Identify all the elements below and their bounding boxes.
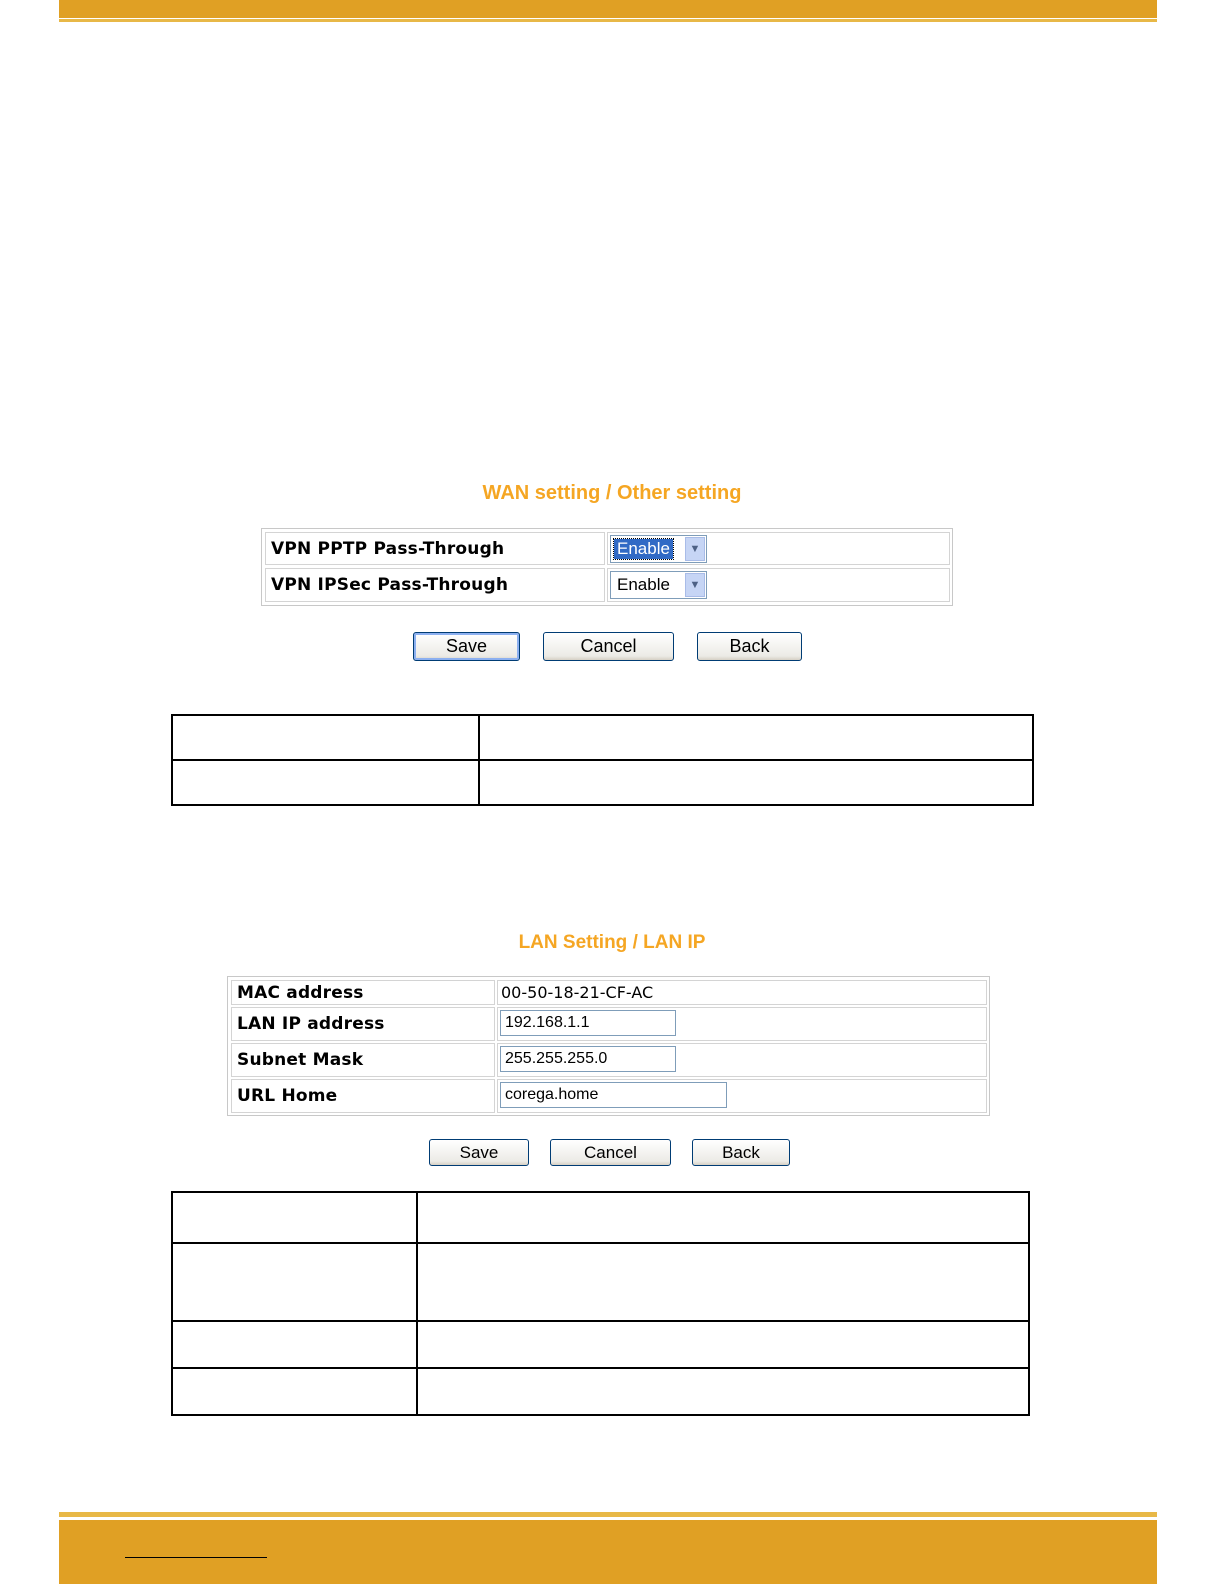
- table-divider: [173, 759, 1032, 761]
- subnet-mask-cell: [497, 1043, 987, 1077]
- table-divider: [478, 716, 480, 804]
- header-band: [59, 0, 1157, 18]
- ipsec-select[interactable]: [610, 571, 707, 599]
- url-home-cell: [497, 1079, 987, 1113]
- lan-ip-cell: [497, 1007, 987, 1041]
- lan-save-button[interactable]: Save: [429, 1139, 529, 1166]
- table-divider: [173, 1242, 1028, 1244]
- table-divider: [173, 1320, 1028, 1322]
- description-table-1: [171, 714, 1034, 806]
- wan-row-pptp-value-cell: [607, 532, 950, 565]
- pptp-select[interactable]: [610, 535, 707, 563]
- url-home-input[interactable]: corega.home: [500, 1082, 727, 1108]
- lan-cancel-button[interactable]: Cancel: [550, 1139, 671, 1166]
- lan-ip-input[interactable]: 192.168.1.1: [500, 1010, 676, 1036]
- url-home-label: URL Home: [231, 1079, 495, 1113]
- footer-band: [59, 1520, 1157, 1584]
- ipsec-select-value: Enable: [617, 575, 670, 594]
- wan-row-pptp-label: VPN PPTP Pass-Through: [265, 532, 605, 565]
- lan-back-button[interactable]: Back: [692, 1139, 790, 1166]
- mac-address-label: MAC address: [231, 980, 495, 1005]
- lan-ip-label: LAN IP address: [231, 1007, 495, 1041]
- wan-section-title: WAN setting / Other setting: [482, 482, 742, 504]
- chevron-down-icon[interactable]: ▼: [685, 573, 705, 597]
- table-divider: [416, 1193, 418, 1414]
- mac-address-value: 00-50-18-21-CF-AC: [497, 980, 987, 1005]
- chevron-down-icon[interactable]: ▼: [685, 537, 705, 561]
- lan-section-title: LAN Setting / LAN IP: [518, 932, 706, 953]
- subnet-mask-label: Subnet Mask: [231, 1043, 495, 1077]
- lan-settings-table: [227, 976, 990, 1116]
- pptp-select-value: Enable: [614, 539, 673, 559]
- wan-back-button[interactable]: Back: [697, 632, 802, 661]
- wan-settings-table: [261, 528, 953, 606]
- description-table-2: [171, 1191, 1030, 1416]
- subnet-mask-input[interactable]: 255.255.255.0: [500, 1046, 676, 1072]
- table-divider: [173, 1367, 1028, 1369]
- footer-rule: [125, 1557, 267, 1558]
- wan-cancel-button[interactable]: Cancel: [543, 632, 674, 661]
- header-band-line: [59, 19, 1157, 22]
- footer-band-line: [59, 1512, 1157, 1517]
- wan-row-ipsec-value-cell: [607, 568, 950, 602]
- wan-row-ipsec-label: VPN IPSec Pass-Through: [265, 568, 605, 602]
- wan-save-button[interactable]: Save: [413, 632, 520, 661]
